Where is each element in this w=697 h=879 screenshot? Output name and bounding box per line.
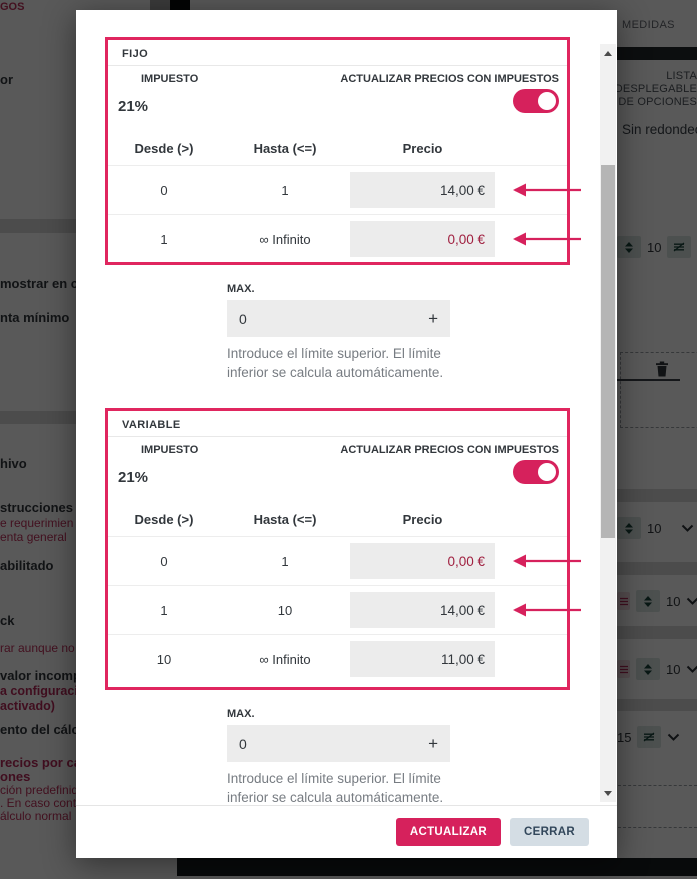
annotation-arrow-icon: [511, 231, 583, 247]
column-header-price-wrap: [350, 512, 567, 527]
column-header-from: Desde (>): [134, 512, 194, 527]
close-button[interactable]: CERRAR: [510, 818, 589, 846]
column-header-price: Precio: [402, 512, 443, 527]
tax-value: 21%: [118, 469, 149, 486]
cell-to: 10: [277, 602, 293, 618]
cell-from: 10: [156, 651, 172, 667]
column-header-to: Hasta (<=): [253, 141, 317, 156]
price-input[interactable]: 14,00 €: [350, 592, 495, 628]
cell-to: ∞ Infinito: [259, 231, 311, 247]
plus-button[interactable]: +: [428, 733, 438, 753]
tax-label: IMPUESTO: [141, 73, 199, 85]
plus-button[interactable]: +: [428, 308, 438, 328]
toggle-switch[interactable]: [513, 89, 559, 113]
table-row: [108, 214, 567, 263]
update-prices-with-tax: [340, 73, 559, 113]
section-variable: [105, 408, 570, 690]
price-range-table: [108, 486, 567, 683]
toggle-knob: [538, 92, 556, 110]
max-label: MAX.: [227, 708, 255, 720]
column-header-price-wrap: [350, 141, 567, 156]
triangle-up-icon: [604, 51, 612, 56]
toggle-label: ACTUALIZAR PRECIOS CON IMPUESTOS: [340, 73, 559, 85]
section-title: VARIABLE: [108, 411, 567, 437]
update-button[interactable]: ACTUALIZAR: [396, 818, 501, 846]
price-range-table: [108, 115, 567, 263]
cell-to: 1: [281, 553, 289, 569]
cell-from: 0: [160, 182, 168, 198]
scrollbar-thumb[interactable]: [601, 165, 615, 538]
price-rules-modal: [76, 10, 617, 858]
cell-price-wrap: [350, 641, 567, 677]
cell-to: ∞ Infinito: [259, 651, 311, 667]
max-input[interactable]: [227, 725, 450, 762]
price-input[interactable]: 14,00 €: [350, 172, 495, 208]
scrollbar-down-button[interactable]: [600, 786, 616, 800]
price-input[interactable]: 11,00 €: [350, 641, 495, 677]
price-input[interactable]: 0,00 €: [350, 221, 495, 257]
update-prices-with-tax: [340, 444, 559, 484]
tax-row: [108, 66, 567, 115]
tax-info: [118, 73, 199, 115]
cell-to: 1: [281, 182, 289, 198]
annotation-arrow-icon: [511, 553, 583, 569]
annotation-arrow-icon: [511, 182, 583, 198]
max-value: 0: [239, 735, 247, 752]
max-block: [227, 283, 450, 382]
tax-info: [118, 444, 199, 486]
table-row: [108, 634, 567, 683]
max-input[interactable]: [227, 300, 450, 337]
scrollbar-up-button[interactable]: [600, 46, 616, 60]
tax-value: 21%: [118, 98, 149, 115]
table-row: [108, 585, 567, 634]
table-row: [108, 165, 567, 214]
max-block: [227, 708, 450, 807]
tax-row: [108, 437, 567, 486]
table-header: [108, 486, 567, 536]
table-row: [108, 536, 567, 585]
toggle-knob: [538, 463, 556, 481]
tax-label: IMPUESTO: [141, 444, 199, 456]
max-help-text: Introduce el límite superior. El límite inferior se calcula automáticamente.: [227, 346, 444, 380]
section-title: FIJO: [108, 40, 567, 66]
price-input[interactable]: 0,00 €: [350, 543, 495, 579]
column-header-price: Precio: [402, 141, 443, 156]
max-label: MAX.: [227, 283, 255, 295]
cell-from: 1: [160, 602, 168, 618]
max-help-text: Introduce el límite superior. El límite inferior se calcula automáticamente.: [227, 771, 444, 805]
cell-from: 0: [160, 553, 168, 569]
cell-from: 1: [160, 231, 168, 247]
table-header: [108, 115, 567, 165]
toggle-switch[interactable]: [513, 460, 559, 484]
modal-scrollbar[interactable]: [600, 44, 616, 802]
modal-footer: [76, 805, 617, 858]
section-fijo: [105, 37, 570, 265]
toggle-label: ACTUALIZAR PRECIOS CON IMPUESTOS: [340, 444, 559, 456]
column-header-from: Desde (>): [134, 141, 194, 156]
triangle-down-icon: [604, 791, 612, 796]
annotation-arrow-icon: [511, 602, 583, 618]
column-header-to: Hasta (<=): [253, 512, 317, 527]
max-value: 0: [239, 310, 247, 327]
